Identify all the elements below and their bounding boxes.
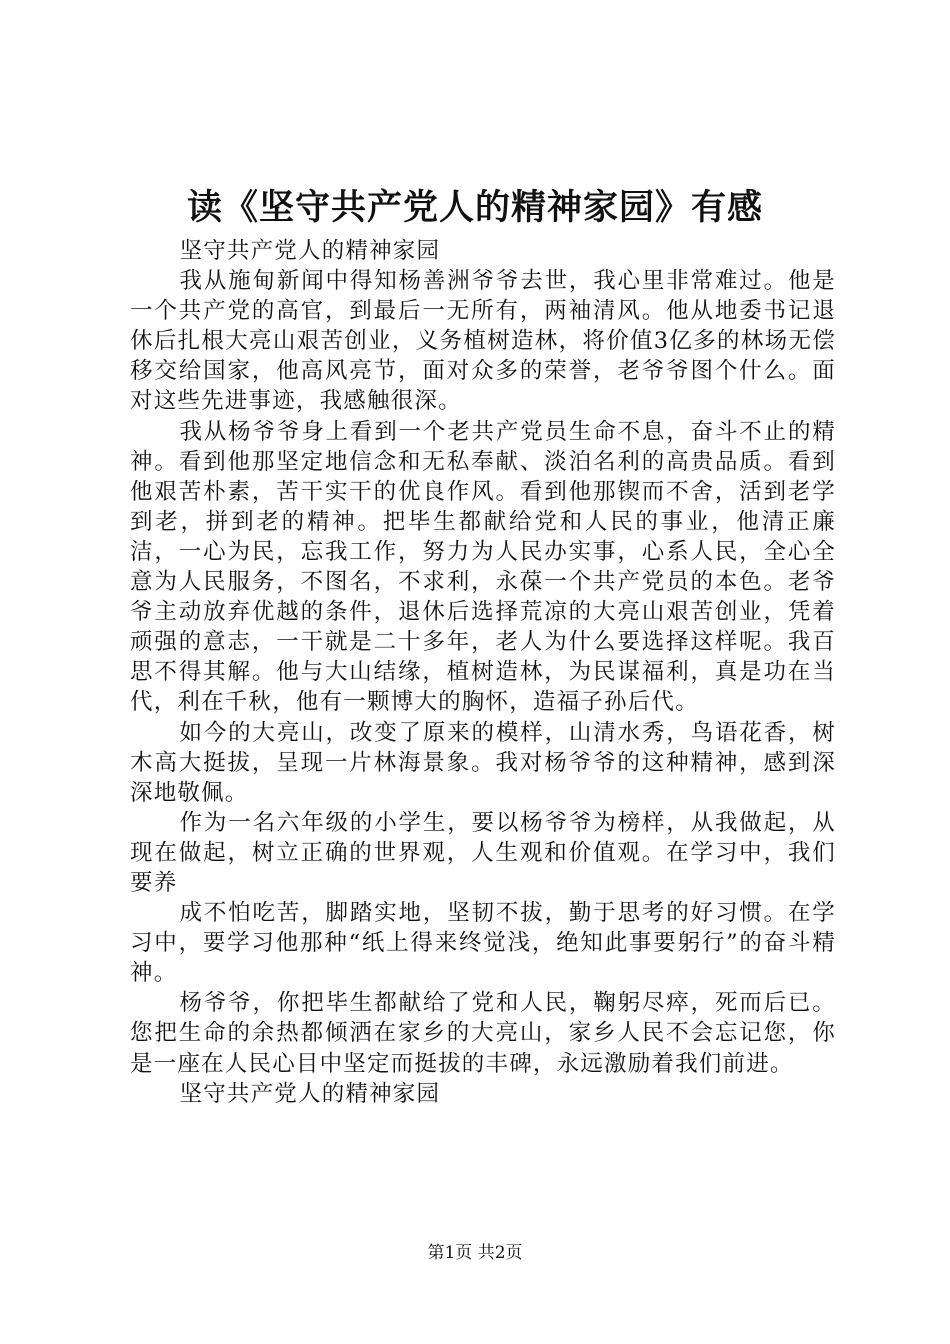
page-footer: 第1页 共2页 [427, 1243, 523, 1263]
paragraph: 坚守共产党人的精神家园 [179, 238, 441, 264]
paragraph: 我从施甸新闻中得知杨善洲爷爷去世，我心里非常难过。他是一个共产党的高官，到最后一无所有，两袖清风。他从地委书记退休后扎根大亮山艰苦创业，义务植树造林，将价值3亿多的林场无偿移交给国家，他高风亮节，面对众多的荣誉，老爷爷图个什么。面对这些先进事迹，我感触很深。 [130, 268, 836, 415]
paragraph: 作为一名六年级的小学生，要以杨爷爷为榜样，从我做起，从现在做起，树立正确的世界观，人生观和价值观。在学习中，我们要养 [130, 809, 836, 896]
paragraph: 坚守共产党人的精神家园 [179, 1080, 441, 1107]
paragraph: 如今的大亮山，改变了原来的模样，山清水秀，鸟语花香，树木高大挺拔，呈现一片林海景象。我对杨爷爷的这种精神，感到深深地敬佩。 [130, 719, 836, 806]
paragraph: 杨爷爷，你把毕生都献给了党和人民，鞠躬尽瘁，死而后已。您把生命的余热都倾洒在家乡的大亮山，家乡人民不会忘记您，你是一座在人民心目中坚定而挺拔的丰碑，永远激励着我们前进。 [130, 990, 836, 1077]
paragraph: 我从杨爷爷身上看到一个老共产党员生命不息，奋斗不止的精神。看到他那坚定地信念和无私奉献、淡泊名利的高贵品质。看到他艰苦朴素，苦干实干的优良作风。看到他那锲而不舍，活到老学到老，拼到老的精神。把毕生都献给党和人民的事业，他清正廉洁，一心为民，忘我工作，努力为人民办实事，心系人民，全心全意为人民服务，不图名，不求利，永葆一个共产党员的本色。老爷爷主动放弃优越的条件，退休后选择荒凉的大亮山艰苦创业，凭着顽强的意志，一干就是二十多年，老人为什么要选择这样呢。我百思不得其解。他与大山结缘，植树造林，为民谋福利，真是功在当代，利在千秋，他有一颗博大的胸怀，造福子孙后代。 [130, 418, 836, 716]
document-title: 读《坚守共产党人的精神家园》有感 [186, 187, 763, 228]
document-body [130, 236, 836, 1109]
paragraph: 成不怕吃苦，脚踏实地，坚韧不拔，勤于思考的好习惯。在学习中，要学习他那种“纸上得来终觉浅，绝知此事要躬行”的奋斗精神。 [130, 900, 836, 987]
